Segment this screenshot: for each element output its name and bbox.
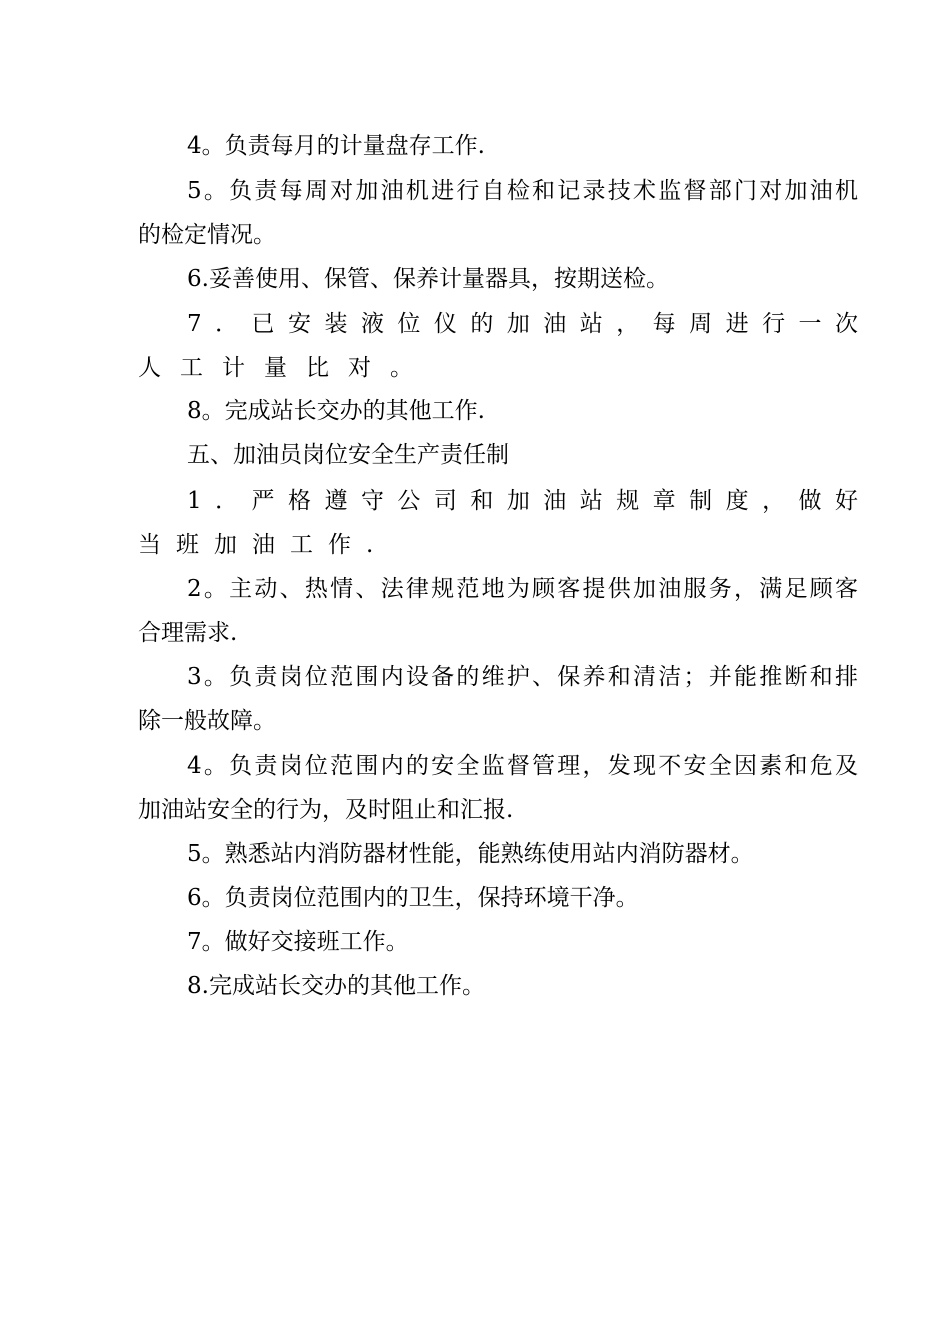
paragraph-line: 8.完成站长交办的其他工作。 <box>187 973 485 999</box>
paragraph-line: 5。熟悉站内消防器材性能，能熟练使用站内消防器材。 <box>187 841 754 867</box>
paragraph-line: 7．已安装液位仪的加油站，每周进行一次 <box>187 311 858 337</box>
paragraph-line: 当班加油工作. <box>138 532 389 558</box>
paragraph-line: 3。负责岗位范围内设备的维护、保养和清洁；并能推断和排 <box>187 664 858 690</box>
paragraph-line: 的检定情况。 <box>138 222 276 248</box>
section-heading: 五、加油员岗位安全生产责任制 <box>187 442 509 468</box>
paragraph-line: 人工计量比对。 <box>138 355 432 381</box>
paragraph-line: 7。做好交接班工作。 <box>187 929 409 955</box>
paragraph-line: 1．严格遵守公司和加油站规章制度，做好 <box>187 488 858 514</box>
paragraph-line: 合理需求. <box>138 620 238 646</box>
paragraph-line: 加油站安全的行为，及时阻止和汇报. <box>138 797 514 823</box>
paragraph-line: 除一般故障。 <box>138 708 276 734</box>
paragraph-line: 6。负责岗位范围内的卫生，保持环境干净。 <box>187 885 639 911</box>
paragraph-line: 4。负责每月的计量盘存工作. <box>187 133 485 159</box>
paragraph-line: 8。完成站长交办的其他工作. <box>187 398 485 424</box>
paragraph-line: 5。负责每周对加油机进行自检和记录技术监督部门对加油机 <box>187 178 858 204</box>
paragraph-line: 6.妥善使用、保管、保养计量器具，按期送检。 <box>187 266 669 292</box>
paragraph-line: 4。负责岗位范围内的安全监督管理，发现不安全因素和危及 <box>187 753 858 779</box>
paragraph-line: 2。主动、热情、法律规范地为顾客提供加油服务，满足顾客 <box>187 576 858 602</box>
